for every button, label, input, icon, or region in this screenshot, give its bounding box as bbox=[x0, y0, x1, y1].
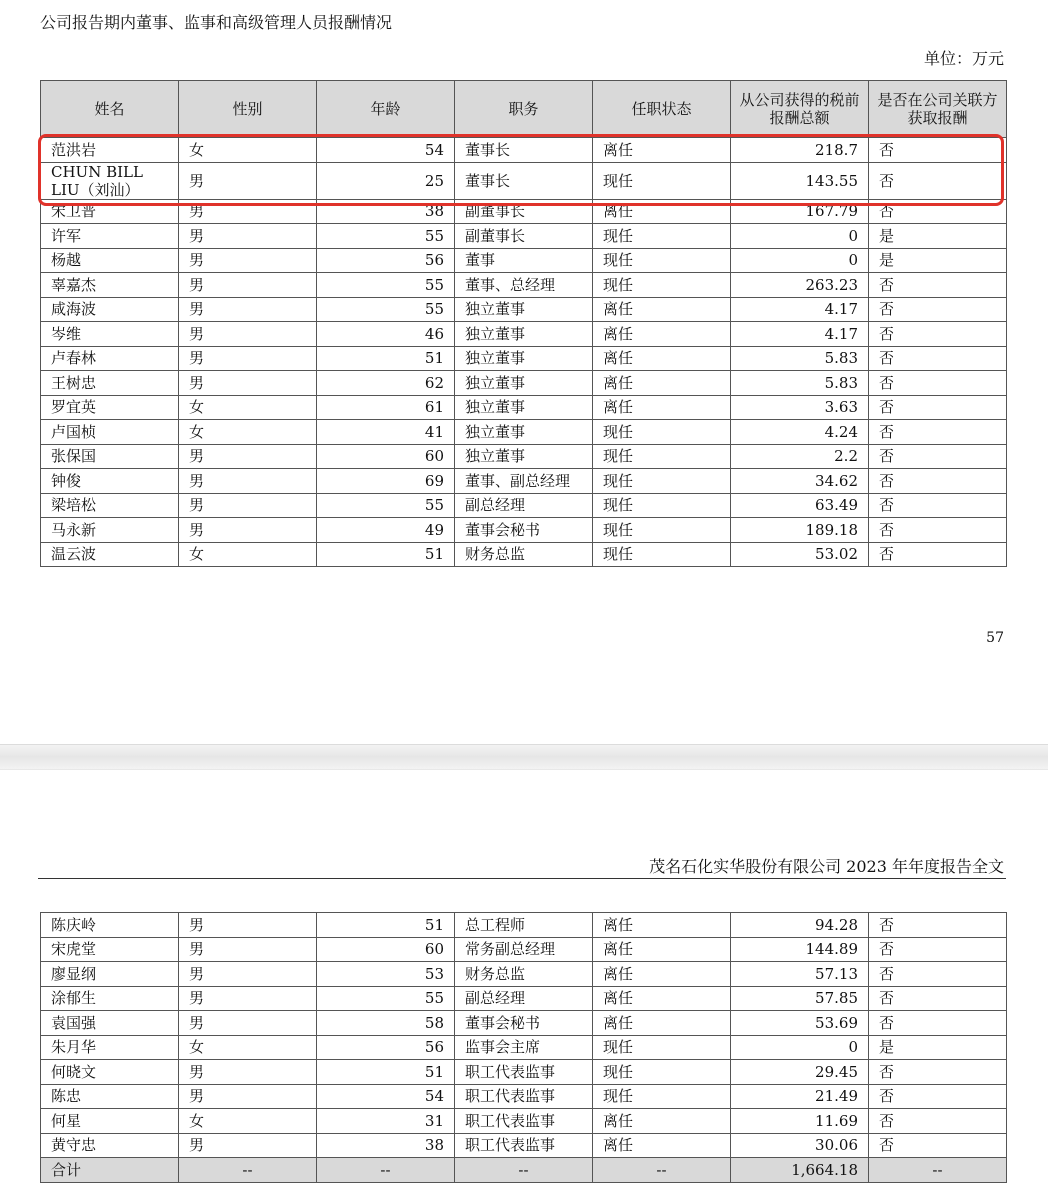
cell-related-pay: 否 bbox=[869, 1133, 1007, 1158]
table-row bbox=[41, 224, 1007, 249]
cell-status: 离任 bbox=[593, 346, 731, 371]
cell-related-pay: 否 bbox=[869, 346, 1007, 371]
total-label: 合计 bbox=[41, 1158, 179, 1183]
cell-gender: 男 bbox=[179, 322, 317, 347]
cell-pay: 263.23 bbox=[731, 273, 869, 298]
cell-position: 独立董事 bbox=[455, 444, 593, 469]
cell-related-pay: 否 bbox=[869, 962, 1007, 987]
table-row bbox=[41, 1011, 1007, 1036]
cell-status: 现任 bbox=[593, 469, 731, 494]
cell-status: 现任 bbox=[593, 248, 731, 273]
cell-pay: 0 bbox=[731, 1035, 869, 1060]
cell-related-pay: 否 bbox=[869, 1084, 1007, 1109]
total-row bbox=[41, 1158, 1007, 1183]
cell-pay: 53.02 bbox=[731, 542, 869, 567]
cell-position: 副总经理 bbox=[455, 493, 593, 518]
cell-status: 离任 bbox=[593, 297, 731, 322]
cell-pay: 5.83 bbox=[731, 371, 869, 396]
cell-age: 56 bbox=[317, 248, 455, 273]
cell-position: 董事长 bbox=[455, 138, 593, 163]
cell-name: 罗宜英 bbox=[41, 395, 179, 420]
cell-position: 独立董事 bbox=[455, 297, 593, 322]
table-row bbox=[41, 913, 1007, 938]
cell-name: 张保国 bbox=[41, 444, 179, 469]
total-gender: -- bbox=[179, 1158, 317, 1183]
cell-pay: 3.63 bbox=[731, 395, 869, 420]
cell-name: CHUN BILL LIU（刘汕） bbox=[41, 162, 179, 199]
cell-related-pay: 否 bbox=[869, 493, 1007, 518]
cell-name: 范洪岩 bbox=[41, 138, 179, 163]
cell-name: 咸海波 bbox=[41, 297, 179, 322]
cell-position: 职工代表监事 bbox=[455, 1084, 593, 1109]
cell-gender: 男 bbox=[179, 199, 317, 224]
table-row bbox=[41, 1109, 1007, 1134]
cell-age: 61 bbox=[317, 395, 455, 420]
cell-name: 涂郁生 bbox=[41, 986, 179, 1011]
cell-position: 财务总监 bbox=[455, 962, 593, 987]
cell-name: 黄守忠 bbox=[41, 1133, 179, 1158]
header-related-pay: 是否在公司关联方获取报酬 bbox=[869, 81, 1007, 138]
cell-status: 离任 bbox=[593, 371, 731, 396]
cell-position: 副董事长 bbox=[455, 199, 593, 224]
cell-position: 董事会秘书 bbox=[455, 518, 593, 543]
cell-gender: 男 bbox=[179, 1060, 317, 1085]
cell-pay: 34.62 bbox=[731, 469, 869, 494]
cell-position: 董事 bbox=[455, 248, 593, 273]
cell-pay: 11.69 bbox=[731, 1109, 869, 1134]
cell-position: 独立董事 bbox=[455, 346, 593, 371]
cell-pay: 4.17 bbox=[731, 297, 869, 322]
cell-age: 46 bbox=[317, 322, 455, 347]
cell-position: 职工代表监事 bbox=[455, 1133, 593, 1158]
cell-gender: 男 bbox=[179, 162, 317, 199]
cell-position: 总工程师 bbox=[455, 913, 593, 938]
cell-pay: 0 bbox=[731, 248, 869, 273]
cell-pay: 57.13 bbox=[731, 962, 869, 987]
table-row bbox=[41, 937, 1007, 962]
cell-pay: 30.06 bbox=[731, 1133, 869, 1158]
table-row bbox=[41, 469, 1007, 494]
header-age: 年龄 bbox=[317, 81, 455, 138]
cell-pay: 94.28 bbox=[731, 913, 869, 938]
total-position: -- bbox=[455, 1158, 593, 1183]
cell-pay: 29.45 bbox=[731, 1060, 869, 1085]
cell-status: 现任 bbox=[593, 162, 731, 199]
cell-age: 25 bbox=[317, 162, 455, 199]
cell-pay: 0 bbox=[731, 224, 869, 249]
cell-gender: 男 bbox=[179, 518, 317, 543]
cell-position: 职工代表监事 bbox=[455, 1109, 593, 1134]
page-break bbox=[0, 744, 1048, 770]
cell-gender: 女 bbox=[179, 420, 317, 445]
cell-gender: 女 bbox=[179, 542, 317, 567]
cell-name: 朱月华 bbox=[41, 1035, 179, 1060]
cell-position: 独立董事 bbox=[455, 420, 593, 445]
table-row bbox=[41, 322, 1007, 347]
cell-gender: 男 bbox=[179, 1084, 317, 1109]
cell-name: 卢国桢 bbox=[41, 420, 179, 445]
cell-status: 离任 bbox=[593, 1011, 731, 1036]
table-row bbox=[41, 493, 1007, 518]
running-header: 茂名石化实华股份有限公司 2023 年年度报告全文 bbox=[649, 857, 1004, 876]
header-status: 任职状态 bbox=[593, 81, 731, 138]
table-row bbox=[41, 273, 1007, 298]
total-age: -- bbox=[317, 1158, 455, 1183]
cell-age: 55 bbox=[317, 493, 455, 518]
cell-name: 何星 bbox=[41, 1109, 179, 1134]
cell-gender: 男 bbox=[179, 962, 317, 987]
cell-related-pay: 否 bbox=[869, 1011, 1007, 1036]
table-row bbox=[41, 371, 1007, 396]
cell-pay: 143.55 bbox=[731, 162, 869, 199]
cell-age: 49 bbox=[317, 518, 455, 543]
table-body-page2 bbox=[41, 913, 1007, 1158]
table-row bbox=[41, 444, 1007, 469]
cell-age: 41 bbox=[317, 420, 455, 445]
cell-gender: 女 bbox=[179, 395, 317, 420]
cell-name: 袁国强 bbox=[41, 1011, 179, 1036]
highlight-box bbox=[38, 134, 1004, 206]
cell-gender: 男 bbox=[179, 248, 317, 273]
cell-related-pay: 否 bbox=[869, 371, 1007, 396]
cell-status: 现任 bbox=[593, 420, 731, 445]
cell-position: 董事、副总经理 bbox=[455, 469, 593, 494]
cell-pay: 21.49 bbox=[731, 1084, 869, 1109]
cell-age: 55 bbox=[317, 224, 455, 249]
cell-age: 38 bbox=[317, 199, 455, 224]
cell-status: 现任 bbox=[593, 444, 731, 469]
cell-name: 何晓文 bbox=[41, 1060, 179, 1085]
cell-related-pay: 否 bbox=[869, 469, 1007, 494]
cell-age: 38 bbox=[317, 1133, 455, 1158]
cell-name: 王树忠 bbox=[41, 371, 179, 396]
cell-related-pay: 否 bbox=[869, 1060, 1007, 1085]
cell-name: 岑维 bbox=[41, 322, 179, 347]
cell-position: 常务副总经理 bbox=[455, 937, 593, 962]
cell-pay: 57.85 bbox=[731, 986, 869, 1011]
cell-gender: 男 bbox=[179, 937, 317, 962]
cell-name: 温云波 bbox=[41, 542, 179, 567]
cell-age: 62 bbox=[317, 371, 455, 396]
cell-gender: 男 bbox=[179, 444, 317, 469]
cell-age: 54 bbox=[317, 1084, 455, 1109]
cell-related-pay: 否 bbox=[869, 937, 1007, 962]
cell-status: 离任 bbox=[593, 322, 731, 347]
cell-status: 离任 bbox=[593, 1133, 731, 1158]
cell-status: 离任 bbox=[593, 199, 731, 224]
table-row bbox=[41, 420, 1007, 445]
cell-gender: 女 bbox=[179, 138, 317, 163]
cell-related-pay: 否 bbox=[869, 518, 1007, 543]
cell-position: 独立董事 bbox=[455, 395, 593, 420]
cell-name: 马永新 bbox=[41, 518, 179, 543]
cell-status: 现任 bbox=[593, 224, 731, 249]
header-position: 职务 bbox=[455, 81, 593, 138]
cell-related-pay: 否 bbox=[869, 138, 1007, 163]
cell-status: 现任 bbox=[593, 1035, 731, 1060]
cell-related-pay: 否 bbox=[869, 395, 1007, 420]
cell-position: 副总经理 bbox=[455, 986, 593, 1011]
total-pay: 1,664.18 bbox=[731, 1158, 869, 1183]
cell-related-pay: 是 bbox=[869, 248, 1007, 273]
cell-gender: 男 bbox=[179, 493, 317, 518]
table-row bbox=[41, 542, 1007, 567]
cell-status: 现任 bbox=[593, 1084, 731, 1109]
table-row bbox=[41, 962, 1007, 987]
cell-age: 51 bbox=[317, 346, 455, 371]
cell-age: 55 bbox=[317, 273, 455, 298]
cell-age: 60 bbox=[317, 937, 455, 962]
cell-age: 69 bbox=[317, 469, 455, 494]
cell-related-pay: 否 bbox=[869, 444, 1007, 469]
header-rule bbox=[38, 878, 1006, 879]
cell-gender: 男 bbox=[179, 346, 317, 371]
cell-status: 现任 bbox=[593, 518, 731, 543]
cell-pay: 4.17 bbox=[731, 322, 869, 347]
table-row bbox=[41, 297, 1007, 322]
cell-gender: 男 bbox=[179, 469, 317, 494]
cell-related-pay: 否 bbox=[869, 162, 1007, 199]
table-row bbox=[41, 248, 1007, 273]
cell-gender: 女 bbox=[179, 1109, 317, 1134]
cell-name: 卢春林 bbox=[41, 346, 179, 371]
cell-pay: 63.49 bbox=[731, 493, 869, 518]
cell-pay: 144.89 bbox=[731, 937, 869, 962]
table-row bbox=[41, 1060, 1007, 1085]
cell-pay: 189.18 bbox=[731, 518, 869, 543]
cell-status: 离任 bbox=[593, 1109, 731, 1134]
table-row bbox=[41, 1133, 1007, 1158]
cell-gender: 男 bbox=[179, 986, 317, 1011]
cell-age: 51 bbox=[317, 913, 455, 938]
cell-age: 58 bbox=[317, 1011, 455, 1036]
cell-name: 辜嘉杰 bbox=[41, 273, 179, 298]
cell-related-pay: 否 bbox=[869, 542, 1007, 567]
cell-position: 财务总监 bbox=[455, 542, 593, 567]
cell-age: 51 bbox=[317, 1060, 455, 1085]
table-row bbox=[41, 346, 1007, 371]
cell-age: 51 bbox=[317, 542, 455, 567]
table-header-row bbox=[41, 81, 1007, 138]
cell-age: 31 bbox=[317, 1109, 455, 1134]
cell-position: 副董事长 bbox=[455, 224, 593, 249]
cell-name: 梁培松 bbox=[41, 493, 179, 518]
cell-age: 55 bbox=[317, 297, 455, 322]
cell-name: 宋卫普 bbox=[41, 199, 179, 224]
header-gender: 性别 bbox=[179, 81, 317, 138]
cell-age: 56 bbox=[317, 1035, 455, 1060]
cell-position: 独立董事 bbox=[455, 371, 593, 396]
cell-age: 60 bbox=[317, 444, 455, 469]
cell-related-pay: 否 bbox=[869, 1109, 1007, 1134]
cell-gender: 男 bbox=[179, 1011, 317, 1036]
cell-status: 离任 bbox=[593, 913, 731, 938]
cell-pay: 4.24 bbox=[731, 420, 869, 445]
cell-status: 现任 bbox=[593, 542, 731, 567]
cell-age: 53 bbox=[317, 962, 455, 987]
cell-related-pay: 是 bbox=[869, 224, 1007, 249]
cell-status: 现任 bbox=[593, 273, 731, 298]
cell-gender: 男 bbox=[179, 224, 317, 249]
cell-name: 杨越 bbox=[41, 248, 179, 273]
cell-position: 职工代表监事 bbox=[455, 1060, 593, 1085]
page-number: 57 bbox=[986, 630, 1004, 646]
cell-related-pay: 否 bbox=[869, 420, 1007, 445]
cell-status: 离任 bbox=[593, 937, 731, 962]
cell-pay: 2.2 bbox=[731, 444, 869, 469]
cell-related-pay: 否 bbox=[869, 322, 1007, 347]
table-row bbox=[41, 1035, 1007, 1060]
cell-status: 离任 bbox=[593, 138, 731, 163]
table-row bbox=[41, 1084, 1007, 1109]
table-row bbox=[41, 395, 1007, 420]
cell-pay: 53.69 bbox=[731, 1011, 869, 1036]
cell-name: 陈庆岭 bbox=[41, 913, 179, 938]
cell-status: 现任 bbox=[593, 1060, 731, 1085]
cell-name: 许军 bbox=[41, 224, 179, 249]
cell-gender: 男 bbox=[179, 913, 317, 938]
cell-pay: 218.7 bbox=[731, 138, 869, 163]
header-name: 姓名 bbox=[41, 81, 179, 138]
header-pay: 从公司获得的税前报酬总额 bbox=[731, 81, 869, 138]
cell-pay: 167.79 bbox=[731, 199, 869, 224]
cell-related-pay: 否 bbox=[869, 273, 1007, 298]
cell-name: 钟俊 bbox=[41, 469, 179, 494]
cell-age: 54 bbox=[317, 138, 455, 163]
cell-gender: 男 bbox=[179, 1133, 317, 1158]
cell-related-pay: 否 bbox=[869, 986, 1007, 1011]
cell-status: 离任 bbox=[593, 986, 731, 1011]
compensation-table-page2 bbox=[40, 912, 1007, 1183]
cell-pay: 5.83 bbox=[731, 346, 869, 371]
unit-label: 单位：万元 bbox=[923, 49, 1004, 68]
cell-status: 现任 bbox=[593, 493, 731, 518]
cell-position: 独立董事 bbox=[455, 322, 593, 347]
cell-gender: 男 bbox=[179, 297, 317, 322]
cell-status: 离任 bbox=[593, 395, 731, 420]
section-title: 公司报告期内董事、监事和高级管理人员报酬情况 bbox=[40, 13, 393, 32]
cell-position: 监事会主席 bbox=[455, 1035, 593, 1060]
cell-related-pay: 否 bbox=[869, 199, 1007, 224]
cell-name: 廖显纲 bbox=[41, 962, 179, 987]
cell-name: 宋虎堂 bbox=[41, 937, 179, 962]
cell-age: 55 bbox=[317, 986, 455, 1011]
table-row bbox=[41, 518, 1007, 543]
total-related: -- bbox=[869, 1158, 1007, 1183]
total-status: -- bbox=[593, 1158, 731, 1183]
cell-position: 董事会秘书 bbox=[455, 1011, 593, 1036]
cell-gender: 女 bbox=[179, 1035, 317, 1060]
cell-name: 陈忠 bbox=[41, 1084, 179, 1109]
cell-position: 董事长 bbox=[455, 162, 593, 199]
cell-gender: 男 bbox=[179, 371, 317, 396]
cell-related-pay: 否 bbox=[869, 913, 1007, 938]
cell-status: 离任 bbox=[593, 962, 731, 987]
cell-gender: 男 bbox=[179, 273, 317, 298]
cell-related-pay: 是 bbox=[869, 1035, 1007, 1060]
cell-related-pay: 否 bbox=[869, 297, 1007, 322]
cell-position: 董事、总经理 bbox=[455, 273, 593, 298]
table-row bbox=[41, 986, 1007, 1011]
